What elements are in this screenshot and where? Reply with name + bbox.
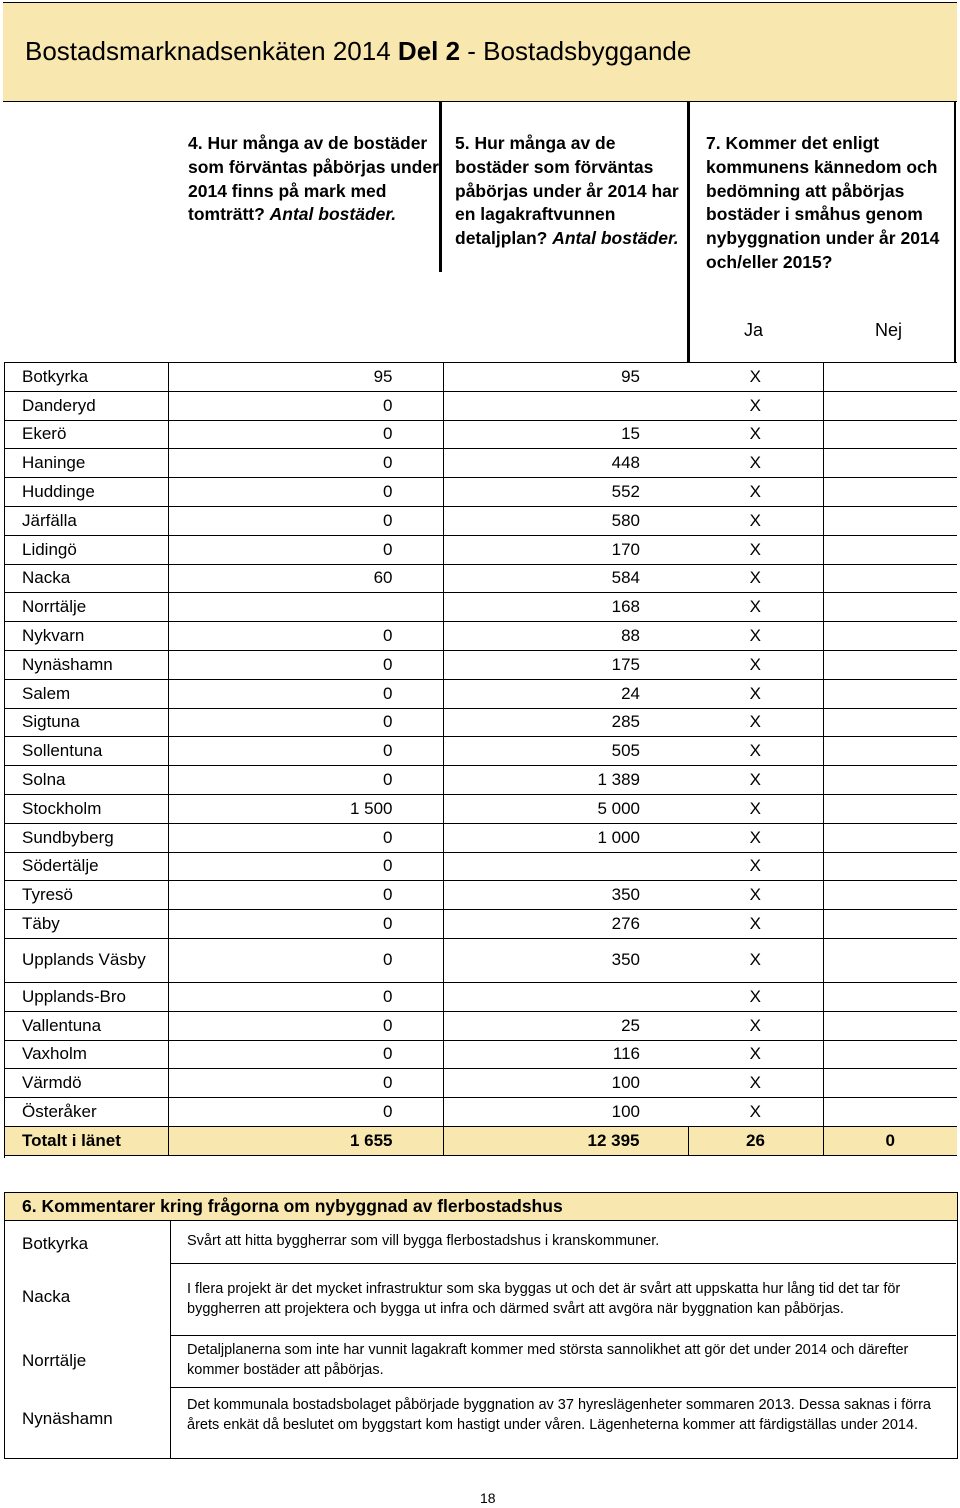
cell-ja-value: X — [688, 737, 823, 766]
cell-municipality: Stockholm — [5, 794, 168, 823]
title-bold: Del 2 — [397, 36, 461, 66]
comment-divider — [170, 1387, 171, 1459]
header-divider — [954, 102, 956, 362]
cell-q4-value: 0 — [168, 650, 443, 679]
table-row — [5, 564, 957, 593]
cell-municipality: Solna — [5, 766, 168, 795]
cell-nej-value — [823, 622, 957, 651]
cell-ja-value: X — [688, 535, 823, 564]
cell-q4-value: 0 — [168, 478, 443, 507]
cell-total-nej: 0 — [823, 1126, 957, 1155]
cell-nej-value — [823, 535, 957, 564]
cell-q5-value: 95 — [443, 363, 688, 392]
table-row — [5, 938, 957, 982]
cell-q4-value — [168, 593, 443, 622]
cell-q5-value: 100 — [443, 1098, 688, 1127]
cell-q4-value: 0 — [168, 708, 443, 737]
cell-ja-value: X — [688, 938, 823, 982]
cell-ja-value: X — [688, 1098, 823, 1127]
cell-total-q5: 12 395 — [443, 1126, 688, 1155]
cell-nej-value — [823, 679, 957, 708]
question-headers — [3, 102, 957, 362]
cell-ja-value: X — [688, 420, 823, 449]
cell-nej-value — [823, 766, 957, 795]
cell-q5-value: 584 — [443, 564, 688, 593]
comment-municipality: Nacka — [22, 1287, 71, 1306]
cell-nej-value — [823, 420, 957, 449]
comment-row — [4, 1335, 958, 1387]
cell-municipality: Danderyd — [5, 391, 168, 420]
cell-municipality: Haninge — [5, 449, 168, 478]
comment-separator — [170, 1387, 956, 1388]
cell-q5-value — [443, 391, 688, 420]
cell-municipality: Österåker — [5, 1098, 168, 1127]
cell-nej-value — [823, 982, 957, 1011]
cell-nej-value — [823, 910, 957, 939]
cell-nej-value — [823, 1040, 957, 1069]
table-row — [5, 650, 957, 679]
cell-municipality: Järfälla — [5, 506, 168, 535]
table-row — [5, 506, 957, 535]
table-row — [5, 823, 957, 852]
cell-municipality: Sundbyberg — [5, 823, 168, 852]
cell-q4-value: 0 — [168, 679, 443, 708]
table-row — [5, 363, 957, 392]
cell-ja-value: X — [688, 1011, 823, 1040]
cell-q5-value: 350 — [443, 938, 688, 982]
cell-q4-value: 0 — [168, 938, 443, 982]
cell-municipality: Södertälje — [5, 852, 168, 881]
cell-q4-value: 0 — [168, 622, 443, 651]
cell-q5-value: 448 — [443, 449, 688, 478]
cell-municipality: Sigtuna — [5, 708, 168, 737]
cell-ja-value: X — [688, 910, 823, 939]
cell-ja-value: X — [688, 679, 823, 708]
cell-q5-value: 285 — [443, 708, 688, 737]
table-row — [5, 852, 957, 881]
question-4-header — [188, 132, 443, 227]
cell-ja-value: X — [688, 506, 823, 535]
comment-divider — [170, 1335, 171, 1387]
cell-ja-value: X — [688, 478, 823, 507]
cell-q5-value: 580 — [443, 506, 688, 535]
table-row — [5, 391, 957, 420]
cell-municipality: Sollentuna — [5, 737, 168, 766]
cell-q4-value: 95 — [168, 363, 443, 392]
cell-nej-value — [823, 478, 957, 507]
comment-text: I flera projekt är det mycket infrastruktur som ska byggas ut och det är svårt att uppskatta hur lång tid det tar för byggherren att projektera och bygga ut infra och därmed svårt att avgöra när byggnation kan påbörjas. — [187, 1281, 901, 1317]
cell-q5-value — [443, 982, 688, 1011]
title-prefix: Bostadsmarknadsenkäten 2014 — [25, 36, 398, 66]
cell-nej-value — [823, 737, 957, 766]
question-7-header — [706, 132, 951, 275]
cell-q5-value: 552 — [443, 478, 688, 507]
cell-municipality: Salem — [5, 679, 168, 708]
title-suffix: - Bostadsbyggande — [460, 36, 692, 66]
question-5-header — [455, 132, 690, 251]
comment-municipality: Nynäshamn — [22, 1409, 113, 1428]
cell-nej-value — [823, 794, 957, 823]
table-row — [5, 1098, 957, 1127]
cell-q5-value: 5 000 — [443, 794, 688, 823]
cell-ja-value: X — [688, 1069, 823, 1098]
cell-municipality: Upplands-Bro — [5, 982, 168, 1011]
cell-nej-value — [823, 1069, 957, 1098]
cell-ja-value: X — [688, 363, 823, 392]
cell-ja-value: X — [688, 622, 823, 651]
table-row — [5, 679, 957, 708]
cell-q4-value: 0 — [168, 910, 443, 939]
cell-nej-value — [823, 881, 957, 910]
cell-nej-value — [823, 1098, 957, 1127]
cell-q4-value: 0 — [168, 1069, 443, 1098]
cell-q5-value: 88 — [443, 622, 688, 651]
cell-q4-value: 0 — [168, 852, 443, 881]
cell-nej-value — [823, 506, 957, 535]
cell-q5-value: 175 — [443, 650, 688, 679]
cell-q4-value: 0 — [168, 506, 443, 535]
comment-municipality: Norrtälje — [22, 1351, 87, 1370]
cell-q5-value: 25 — [443, 1011, 688, 1040]
cell-q5-value: 116 — [443, 1040, 688, 1069]
cell-ja-value: X — [688, 982, 823, 1011]
cell-ja-value: X — [688, 852, 823, 881]
cell-ja-value: X — [688, 391, 823, 420]
table-row — [5, 766, 957, 795]
comment-text: Svårt att hitta byggherrar som vill bygga flerbostadshus i kranskommuner. — [187, 1233, 660, 1249]
question-4-unit: Antal bostäder. — [269, 204, 397, 225]
cell-nej-value — [823, 823, 957, 852]
table-row — [5, 737, 957, 766]
cell-nej-value — [823, 708, 957, 737]
cell-q4-value: 0 — [168, 420, 443, 449]
cell-total-q4: 1 655 — [168, 1126, 443, 1155]
cell-nej-value — [823, 449, 957, 478]
cell-q5-value: 276 — [443, 910, 688, 939]
cell-municipality: Värmdö — [5, 1069, 168, 1098]
cell-nej-value — [823, 593, 957, 622]
cell-nej-value — [823, 363, 957, 392]
cell-q5-value: 1 389 — [443, 766, 688, 795]
table-row — [5, 1069, 957, 1098]
cell-municipality: Nynäshamn — [5, 650, 168, 679]
cell-q5-value: 168 — [443, 593, 688, 622]
cell-municipality: Vaxholm — [5, 1040, 168, 1069]
cell-municipality: Huddinge — [5, 478, 168, 507]
cell-municipality: Ekerö — [5, 420, 168, 449]
header-divider — [687, 102, 690, 362]
cell-q5-value — [443, 852, 688, 881]
cell-ja-value: X — [688, 564, 823, 593]
cell-q5-value: 350 — [443, 881, 688, 910]
table-row — [5, 881, 957, 910]
cell-municipality: Norrtälje — [5, 593, 168, 622]
cell-q4-value: 1 500 — [168, 794, 443, 823]
table-row — [5, 593, 957, 622]
question-7-text: 7. Kommer det enligt kommunens kännedom och bedömning att påbörjas bostäder i småhus genom nybyggnation under år 2014 och/eller 2015? — [706, 133, 940, 272]
table-row — [5, 622, 957, 651]
cell-ja-value: X — [688, 593, 823, 622]
comment-separator — [170, 1263, 956, 1264]
cell-municipality: Nacka — [5, 564, 168, 593]
cell-nej-value — [823, 1011, 957, 1040]
table-row — [5, 708, 957, 737]
cell-municipality: Täby — [5, 910, 168, 939]
cell-ja-value: X — [688, 1040, 823, 1069]
cell-ja-value: X — [688, 650, 823, 679]
page-number: 18 — [480, 1490, 496, 1506]
table-row — [5, 420, 957, 449]
cell-q5-value: 505 — [443, 737, 688, 766]
question-5-text: 5. Hur många av de bostäder som förväntas påbörjas under år 2014 har en lagakraftvunnen detaljplan? — [455, 133, 679, 249]
cell-q5-value: 170 — [443, 535, 688, 564]
question-4-text: 4. Hur många av de bostäder som förväntas påbörjas under 2014 finns på mark med tomträtt? — [188, 133, 439, 225]
cell-q4-value: 0 — [168, 1098, 443, 1127]
table-row — [5, 1011, 957, 1040]
cell-ja-value: X — [688, 708, 823, 737]
cell-q5-value: 24 — [443, 679, 688, 708]
header-divider — [439, 102, 442, 272]
cell-municipality: Tyresö — [5, 881, 168, 910]
table-row — [5, 1040, 957, 1069]
comments-section — [4, 1192, 958, 1459]
page-title — [25, 36, 691, 67]
table-row — [5, 982, 957, 1011]
cell-nej-value — [823, 938, 957, 982]
comment-row — [4, 1221, 958, 1263]
comment-municipality: Botkyrka — [22, 1234, 89, 1253]
table-row — [5, 794, 957, 823]
cell-ja-value: X — [688, 794, 823, 823]
cell-ja-value: X — [688, 449, 823, 478]
cell-municipality: Lidingö — [5, 535, 168, 564]
cell-nej-value — [823, 650, 957, 679]
municipality-table — [5, 362, 957, 1156]
table-row — [5, 449, 957, 478]
cell-ja-value: X — [688, 766, 823, 795]
nej-column-label: Nej — [875, 320, 903, 340]
table-row — [5, 478, 957, 507]
ja-column-label: Ja — [744, 320, 764, 340]
cell-ja-value: X — [688, 823, 823, 852]
table-row — [5, 535, 957, 564]
cell-total-label: Totalt i länet — [5, 1126, 168, 1155]
table-row — [5, 910, 957, 939]
cell-q4-value: 0 — [168, 766, 443, 795]
cell-q4-value: 0 — [168, 982, 443, 1011]
cell-total-ja: 26 — [688, 1126, 823, 1155]
cell-municipality: Botkyrka — [5, 363, 168, 392]
comment-row — [4, 1263, 958, 1335]
cell-q4-value: 0 — [168, 823, 443, 852]
cell-municipality: Upplands Väsby — [5, 938, 168, 982]
cell-q5-value: 100 — [443, 1069, 688, 1098]
page-header — [3, 2, 957, 102]
cell-q4-value: 0 — [168, 391, 443, 420]
cell-q4-value: 0 — [168, 881, 443, 910]
cell-nej-value — [823, 391, 957, 420]
cell-q4-value: 60 — [168, 564, 443, 593]
comment-divider — [170, 1263, 171, 1335]
comment-text: Det kommunala bostadsbolaget påbörjade byggnation av 37 hyreslägenheter sommaren 2013. Dessa saknas i förra årets enkät då beslutet om byggstart kom hastigt under våren. Lägenheterna kommer att färdigställas under 2014. — [187, 1397, 931, 1433]
cell-nej-value — [823, 564, 957, 593]
comment-row — [4, 1387, 958, 1459]
cell-nej-value — [823, 852, 957, 881]
comment-text: Detaljplanerna som inte har vunnit lagakraft kommer med största sannolikhet att gör det under 2014 och därefter kommer bostäder att påbörjas. — [187, 1342, 909, 1378]
cell-q4-value: 0 — [168, 737, 443, 766]
cell-q4-value: 0 — [168, 1011, 443, 1040]
comments-heading: 6. Kommentarer kring frågorna om nybyggnad av flerbostadshus — [4, 1192, 958, 1221]
comment-separator — [170, 1335, 956, 1336]
cell-q4-value: 0 — [168, 1040, 443, 1069]
cell-municipality: Vallentuna — [5, 1011, 168, 1040]
question-5-unit: Antal bostäder. — [552, 228, 679, 249]
comment-divider — [170, 1221, 171, 1263]
cell-municipality: Nykvarn — [5, 622, 168, 651]
total-row — [5, 1126, 957, 1155]
cell-ja-value: X — [688, 881, 823, 910]
cell-q5-value: 1 000 — [443, 823, 688, 852]
cell-q4-value: 0 — [168, 449, 443, 478]
cell-q4-value: 0 — [168, 535, 443, 564]
cell-q5-value: 15 — [443, 420, 688, 449]
